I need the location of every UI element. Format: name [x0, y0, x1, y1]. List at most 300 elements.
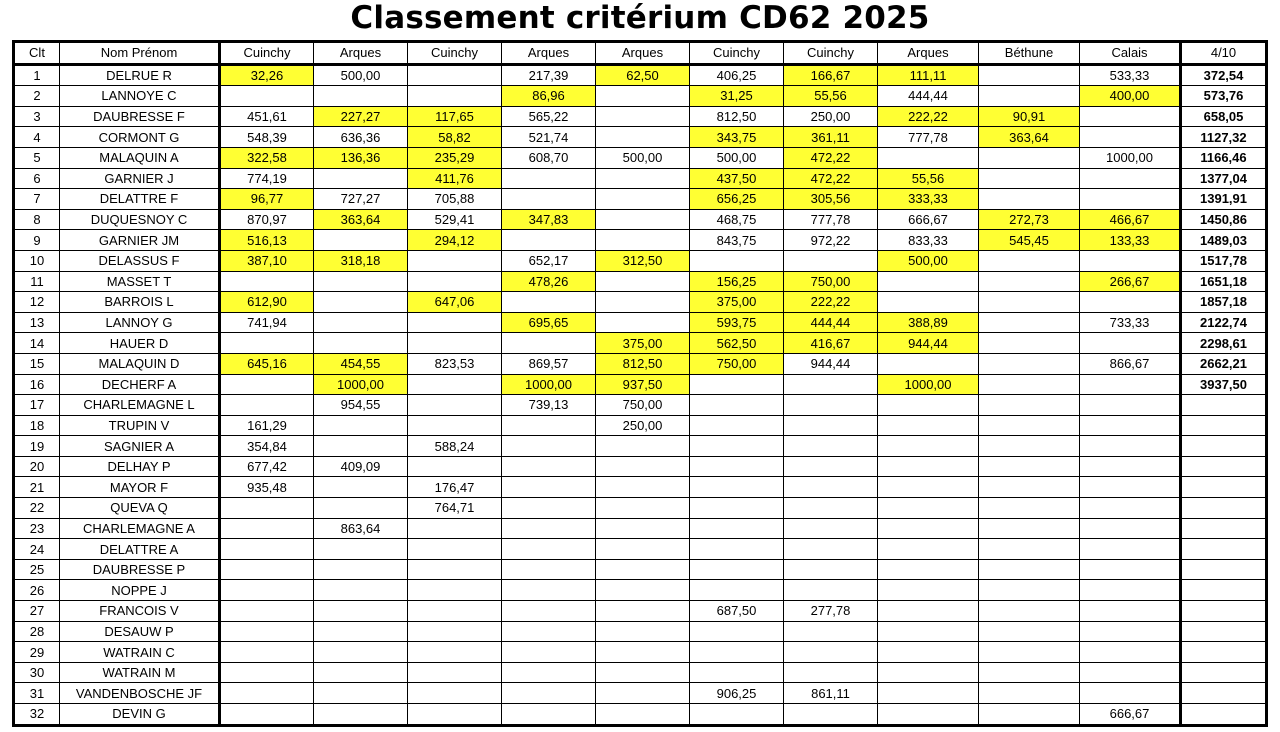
score-cell: 347,83: [502, 209, 596, 230]
score-cell: [690, 518, 784, 539]
score-cell: [596, 86, 690, 107]
score-cell: 545,45: [979, 230, 1080, 251]
name-cell: FRANCOIS V: [60, 601, 220, 622]
score-cell: [979, 395, 1080, 416]
score-cell: [220, 271, 314, 292]
score-cell: [878, 642, 979, 663]
score-cell: 687,50: [690, 601, 784, 622]
score-cell: 62,50: [596, 64, 690, 86]
table-row: [14, 580, 1267, 601]
score-cell: 774,19: [220, 168, 314, 189]
score-cell: [690, 621, 784, 642]
score-cell: [596, 209, 690, 230]
score-cell: [690, 704, 784, 726]
rank-cell: 27: [14, 601, 60, 622]
rank-cell: 21: [14, 477, 60, 498]
score-cell: [596, 477, 690, 498]
score-cell: [314, 559, 408, 580]
rank-cell: 30: [14, 662, 60, 683]
score-cell: 437,50: [690, 168, 784, 189]
score-cell: [1080, 292, 1181, 313]
score-cell: 612,90: [220, 292, 314, 313]
rank-cell: 13: [14, 312, 60, 333]
column-header: Cuinchy: [784, 42, 878, 65]
score-cell: [979, 704, 1080, 726]
score-cell: [784, 518, 878, 539]
rank-cell: 6: [14, 168, 60, 189]
name-cell: MASSET T: [60, 271, 220, 292]
score-cell: [979, 559, 1080, 580]
score-cell: [408, 86, 502, 107]
total-cell: 1127,32: [1181, 127, 1267, 148]
score-cell: 472,22: [784, 168, 878, 189]
table-row: [14, 333, 1267, 354]
score-cell: [314, 415, 408, 436]
score-cell: 812,50: [596, 353, 690, 374]
rank-cell: 22: [14, 498, 60, 519]
name-cell: MAYOR F: [60, 477, 220, 498]
score-cell: [979, 518, 1080, 539]
score-cell: [979, 477, 1080, 498]
rank-cell: 2: [14, 86, 60, 107]
score-cell: 521,74: [502, 127, 596, 148]
score-cell: [502, 580, 596, 601]
score-cell: [979, 456, 1080, 477]
table-row: [14, 127, 1267, 148]
score-cell: [878, 539, 979, 560]
score-cell: [502, 333, 596, 354]
score-cell: 565,22: [502, 106, 596, 127]
score-cell: 133,33: [1080, 230, 1181, 251]
table-row: [14, 683, 1267, 704]
score-cell: [878, 395, 979, 416]
score-cell: [784, 415, 878, 436]
rank-cell: 29: [14, 642, 60, 663]
table-row: [14, 271, 1267, 292]
table-row: [14, 250, 1267, 271]
name-cell: DAUBRESSE P: [60, 559, 220, 580]
score-cell: [314, 168, 408, 189]
score-cell: 451,61: [220, 106, 314, 127]
score-cell: [1080, 601, 1181, 622]
score-cell: 312,50: [596, 250, 690, 271]
score-cell: [596, 704, 690, 726]
total-cell: 3937,50: [1181, 374, 1267, 395]
total-cell: [1181, 601, 1267, 622]
column-header: 4/10: [1181, 42, 1267, 65]
score-cell: [878, 271, 979, 292]
name-cell: MALAQUIN D: [60, 353, 220, 374]
score-cell: [1080, 436, 1181, 457]
score-cell: [408, 580, 502, 601]
total-cell: [1181, 621, 1267, 642]
score-cell: 156,25: [690, 271, 784, 292]
name-cell: GARNIER JM: [60, 230, 220, 251]
name-cell: DESAUW P: [60, 621, 220, 642]
score-cell: [1080, 477, 1181, 498]
score-cell: 656,25: [690, 189, 784, 210]
total-cell: 658,05: [1181, 106, 1267, 127]
column-header: Arques: [502, 42, 596, 65]
name-cell: WATRAIN C: [60, 642, 220, 663]
score-cell: 516,13: [220, 230, 314, 251]
score-cell: [1080, 498, 1181, 519]
score-cell: 411,76: [408, 168, 502, 189]
score-cell: [784, 704, 878, 726]
table-row: [14, 539, 1267, 560]
total-cell: 1391,91: [1181, 189, 1267, 210]
score-cell: [1080, 518, 1181, 539]
name-cell: DEVIN G: [60, 704, 220, 726]
total-cell: 1857,18: [1181, 292, 1267, 313]
score-cell: 478,26: [502, 271, 596, 292]
score-cell: [1080, 559, 1181, 580]
table-row: [14, 64, 1267, 86]
rank-cell: 7: [14, 189, 60, 210]
total-cell: 1651,18: [1181, 271, 1267, 292]
score-cell: [314, 86, 408, 107]
score-cell: [878, 353, 979, 374]
score-cell: [1080, 621, 1181, 642]
score-cell: [784, 642, 878, 663]
score-cell: [596, 189, 690, 210]
score-cell: 468,75: [690, 209, 784, 230]
score-cell: [502, 456, 596, 477]
score-cell: [314, 642, 408, 663]
ranking-table: [12, 40, 1268, 727]
score-cell: [408, 64, 502, 86]
score-cell: [596, 518, 690, 539]
score-cell: 727,27: [314, 189, 408, 210]
name-cell: LANNOYE C: [60, 86, 220, 107]
score-cell: [690, 580, 784, 601]
total-cell: 2298,61: [1181, 333, 1267, 354]
score-cell: [1080, 642, 1181, 663]
name-cell: SAGNIER A: [60, 436, 220, 457]
score-cell: [690, 662, 784, 683]
score-cell: [878, 580, 979, 601]
score-cell: [979, 86, 1080, 107]
score-cell: [784, 436, 878, 457]
column-header: Cuinchy: [220, 42, 314, 65]
table-row: [14, 353, 1267, 374]
score-cell: 361,11: [784, 127, 878, 148]
name-cell: NOPPE J: [60, 580, 220, 601]
score-cell: [1080, 374, 1181, 395]
total-cell: 1517,78: [1181, 250, 1267, 271]
score-cell: [596, 127, 690, 148]
score-cell: [596, 662, 690, 683]
name-cell: DELHAY P: [60, 456, 220, 477]
score-cell: 117,65: [408, 106, 502, 127]
score-cell: 86,96: [502, 86, 596, 107]
rank-cell: 10: [14, 250, 60, 271]
rank-cell: 1: [14, 64, 60, 86]
score-cell: 250,00: [596, 415, 690, 436]
score-cell: 305,56: [784, 189, 878, 210]
column-header: Arques: [878, 42, 979, 65]
score-cell: 652,17: [502, 250, 596, 271]
score-cell: [979, 189, 1080, 210]
score-cell: [408, 539, 502, 560]
score-cell: [596, 580, 690, 601]
score-cell: [408, 395, 502, 416]
score-cell: [314, 498, 408, 519]
score-cell: 58,82: [408, 127, 502, 148]
score-cell: 444,44: [784, 312, 878, 333]
total-cell: 1377,04: [1181, 168, 1267, 189]
score-cell: [878, 498, 979, 519]
score-cell: 608,70: [502, 147, 596, 168]
score-cell: 861,11: [784, 683, 878, 704]
name-cell: WATRAIN M: [60, 662, 220, 683]
total-cell: [1181, 518, 1267, 539]
score-cell: [979, 539, 1080, 560]
score-cell: [220, 683, 314, 704]
score-cell: 222,22: [878, 106, 979, 127]
table-row: [14, 642, 1267, 663]
score-cell: 1000,00: [878, 374, 979, 395]
score-cell: 222,22: [784, 292, 878, 313]
score-cell: 870,97: [220, 209, 314, 230]
score-cell: [314, 292, 408, 313]
total-cell: 1166,46: [1181, 147, 1267, 168]
total-cell: 573,76: [1181, 86, 1267, 107]
score-cell: 500,00: [690, 147, 784, 168]
score-cell: [408, 662, 502, 683]
score-cell: 217,39: [502, 64, 596, 86]
total-cell: 372,54: [1181, 64, 1267, 86]
score-cell: [314, 601, 408, 622]
score-cell: [979, 353, 1080, 374]
column-header: Cuinchy: [408, 42, 502, 65]
score-cell: [1080, 106, 1181, 127]
rank-cell: 14: [14, 333, 60, 354]
score-cell: 333,33: [878, 189, 979, 210]
score-cell: [502, 168, 596, 189]
score-cell: 318,18: [314, 250, 408, 271]
total-cell: [1181, 395, 1267, 416]
rank-cell: 26: [14, 580, 60, 601]
score-cell: [408, 601, 502, 622]
score-cell: 944,44: [878, 333, 979, 354]
table-row: [14, 456, 1267, 477]
score-cell: [314, 683, 408, 704]
score-cell: 400,00: [1080, 86, 1181, 107]
score-cell: [596, 106, 690, 127]
table-row: [14, 292, 1267, 313]
total-cell: [1181, 498, 1267, 519]
score-cell: [979, 271, 1080, 292]
score-cell: [878, 436, 979, 457]
rank-cell: 20: [14, 456, 60, 477]
score-cell: [784, 374, 878, 395]
score-cell: [1080, 683, 1181, 704]
score-cell: [979, 312, 1080, 333]
score-cell: 666,67: [1080, 704, 1181, 726]
score-cell: 954,55: [314, 395, 408, 416]
table-row: [14, 395, 1267, 416]
score-cell: 906,25: [690, 683, 784, 704]
score-cell: [220, 642, 314, 663]
score-cell: 55,56: [878, 168, 979, 189]
total-cell: 1450,86: [1181, 209, 1267, 230]
score-cell: 444,44: [878, 86, 979, 107]
score-cell: 843,75: [690, 230, 784, 251]
score-cell: [596, 642, 690, 663]
score-cell: [502, 601, 596, 622]
table-row: [14, 189, 1267, 210]
table-row: [14, 601, 1267, 622]
score-cell: [784, 580, 878, 601]
score-cell: [502, 477, 596, 498]
table-row: [14, 436, 1267, 457]
rank-cell: 11: [14, 271, 60, 292]
score-cell: [784, 559, 878, 580]
score-cell: [408, 333, 502, 354]
score-cell: [596, 271, 690, 292]
total-cell: 2122,74: [1181, 312, 1267, 333]
score-cell: 733,33: [1080, 312, 1181, 333]
score-cell: [979, 250, 1080, 271]
score-cell: [690, 250, 784, 271]
score-cell: 500,00: [314, 64, 408, 86]
rank-cell: 19: [14, 436, 60, 457]
score-cell: 363,64: [979, 127, 1080, 148]
score-cell: 322,58: [220, 147, 314, 168]
column-header: Cuinchy: [690, 42, 784, 65]
rank-cell: 3: [14, 106, 60, 127]
score-cell: [314, 230, 408, 251]
score-cell: 863,64: [314, 518, 408, 539]
score-cell: [1080, 168, 1181, 189]
score-cell: 636,36: [314, 127, 408, 148]
score-cell: [220, 704, 314, 726]
score-cell: [690, 539, 784, 560]
score-cell: 764,71: [408, 498, 502, 519]
table-row: [14, 86, 1267, 107]
rank-cell: 23: [14, 518, 60, 539]
table-row: [14, 559, 1267, 580]
score-cell: [220, 601, 314, 622]
total-cell: 2662,21: [1181, 353, 1267, 374]
score-cell: 31,25: [690, 86, 784, 107]
score-cell: 416,67: [784, 333, 878, 354]
score-cell: 944,44: [784, 353, 878, 374]
score-cell: 375,00: [596, 333, 690, 354]
score-cell: [878, 518, 979, 539]
name-cell: TRUPIN V: [60, 415, 220, 436]
score-cell: [502, 436, 596, 457]
score-cell: 937,50: [596, 374, 690, 395]
score-cell: [690, 456, 784, 477]
column-header: Calais: [1080, 42, 1181, 65]
score-cell: 833,33: [878, 230, 979, 251]
score-cell: [596, 312, 690, 333]
score-cell: [878, 456, 979, 477]
table-row: [14, 415, 1267, 436]
score-cell: 972,22: [784, 230, 878, 251]
score-cell: 176,47: [408, 477, 502, 498]
score-cell: [220, 580, 314, 601]
score-cell: [220, 662, 314, 683]
score-cell: [979, 168, 1080, 189]
score-cell: 1000,00: [314, 374, 408, 395]
score-cell: [220, 374, 314, 395]
score-cell: [1080, 415, 1181, 436]
score-cell: [408, 642, 502, 663]
name-cell: MALAQUIN A: [60, 147, 220, 168]
rank-cell: 4: [14, 127, 60, 148]
score-cell: 1000,00: [1080, 147, 1181, 168]
score-cell: [596, 498, 690, 519]
score-cell: [596, 683, 690, 704]
score-cell: [220, 559, 314, 580]
name-cell: QUEVA Q: [60, 498, 220, 519]
score-cell: [502, 230, 596, 251]
rank-cell: 24: [14, 539, 60, 560]
score-cell: 136,36: [314, 147, 408, 168]
score-cell: [502, 662, 596, 683]
column-header: Béthune: [979, 42, 1080, 65]
score-cell: [878, 477, 979, 498]
name-cell: BARROIS L: [60, 292, 220, 313]
rank-cell: 31: [14, 683, 60, 704]
score-cell: [596, 292, 690, 313]
column-header: Nom Prénom: [60, 42, 220, 65]
score-cell: [979, 601, 1080, 622]
score-cell: 645,16: [220, 353, 314, 374]
score-cell: 161,29: [220, 415, 314, 436]
score-cell: 343,75: [690, 127, 784, 148]
score-cell: 472,22: [784, 147, 878, 168]
rank-cell: 5: [14, 147, 60, 168]
score-cell: 454,55: [314, 353, 408, 374]
table-row: [14, 374, 1267, 395]
score-cell: 266,67: [1080, 271, 1181, 292]
score-cell: [596, 601, 690, 622]
name-cell: DECHERF A: [60, 374, 220, 395]
score-cell: [502, 415, 596, 436]
score-cell: [408, 250, 502, 271]
score-cell: [878, 292, 979, 313]
total-cell: [1181, 642, 1267, 663]
score-cell: 750,00: [690, 353, 784, 374]
table-row: [14, 518, 1267, 539]
table-row: [14, 168, 1267, 189]
score-cell: [408, 271, 502, 292]
score-cell: [979, 415, 1080, 436]
name-cell: DELATTRE A: [60, 539, 220, 560]
score-cell: [979, 683, 1080, 704]
score-cell: [314, 436, 408, 457]
score-cell: [1080, 580, 1181, 601]
score-cell: 823,53: [408, 353, 502, 374]
score-cell: 227,27: [314, 106, 408, 127]
score-cell: 96,77: [220, 189, 314, 210]
score-cell: [878, 662, 979, 683]
score-cell: 277,78: [784, 601, 878, 622]
score-cell: [979, 374, 1080, 395]
score-cell: [878, 415, 979, 436]
score-cell: [878, 704, 979, 726]
score-cell: [784, 477, 878, 498]
score-cell: [408, 704, 502, 726]
score-cell: [690, 415, 784, 436]
total-cell: [1181, 704, 1267, 726]
score-cell: 55,56: [784, 86, 878, 107]
score-cell: [220, 395, 314, 416]
